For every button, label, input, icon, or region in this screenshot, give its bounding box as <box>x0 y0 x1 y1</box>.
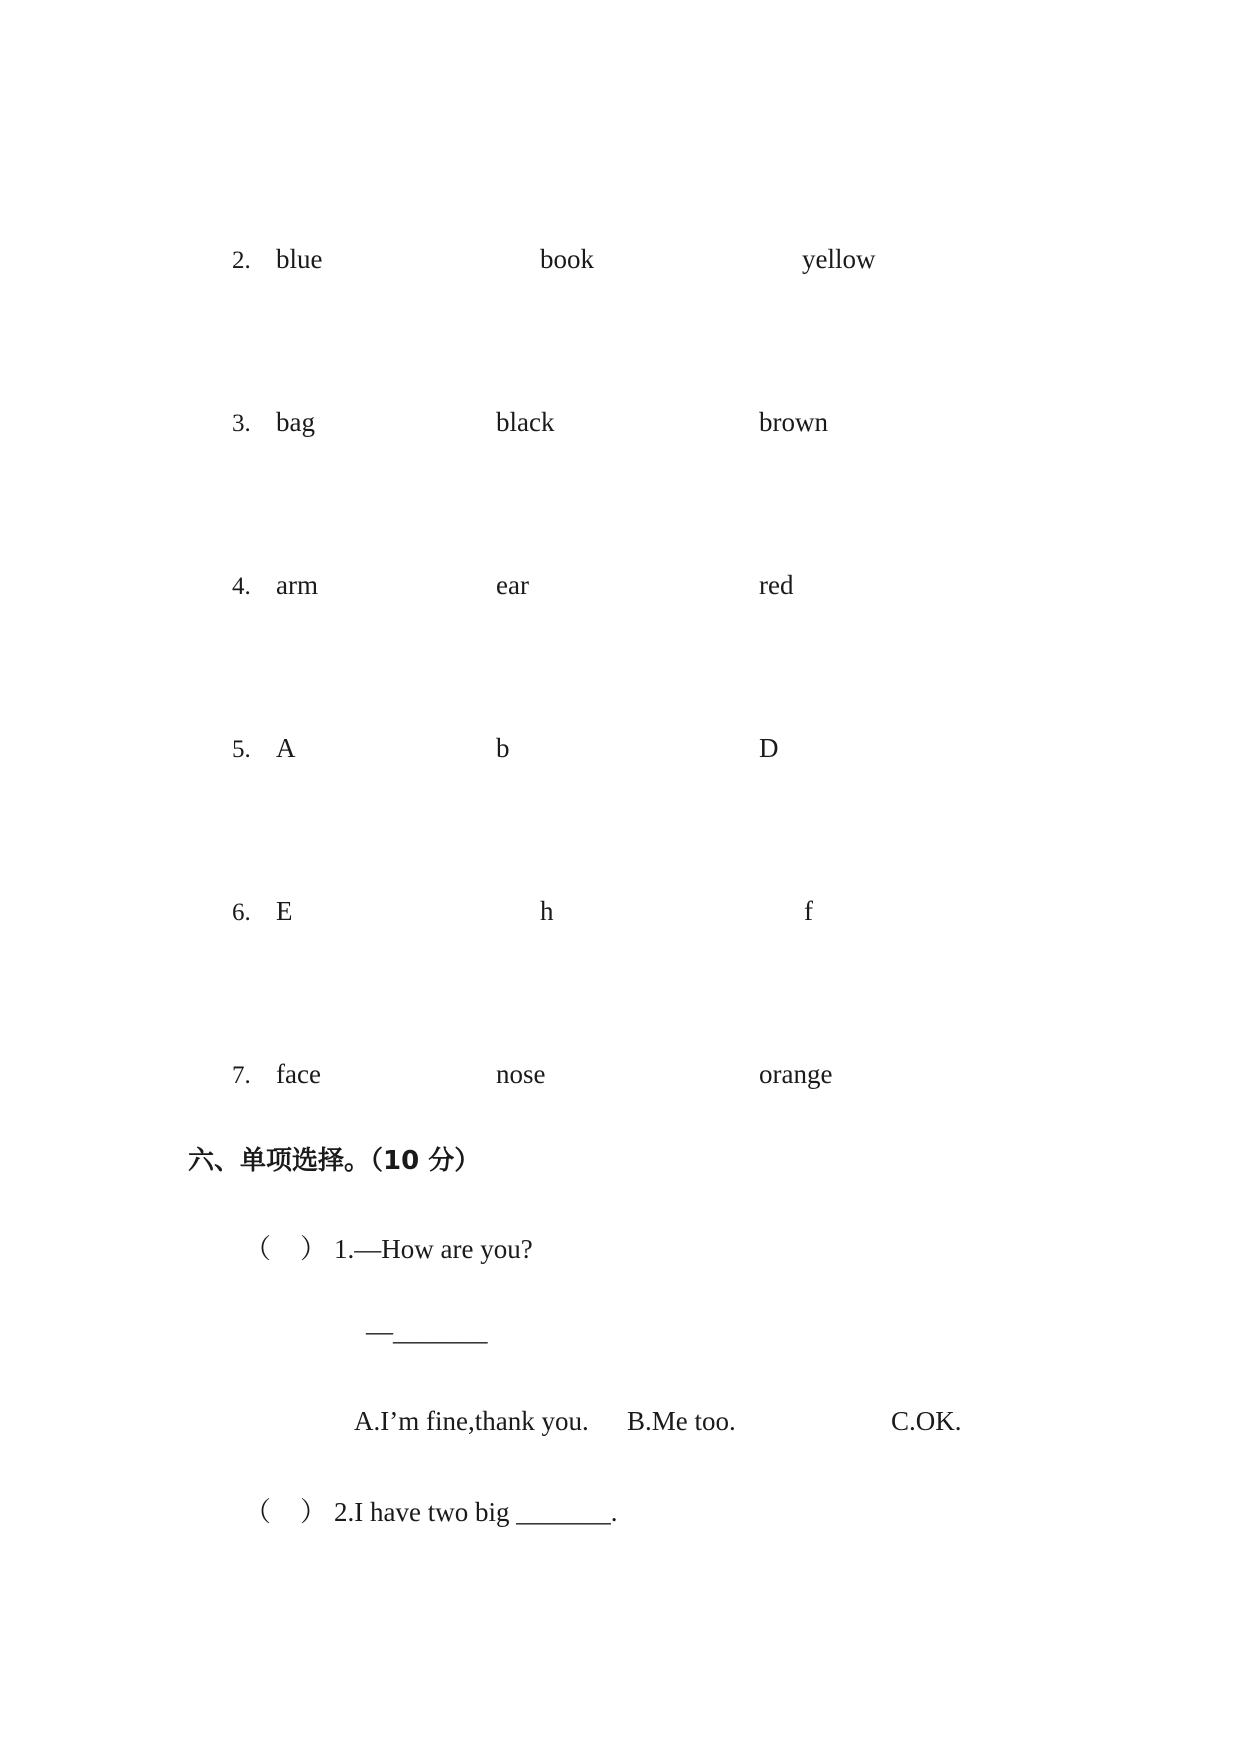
item-number: 5. <box>232 736 251 763</box>
question-text: 1.—How are you? <box>334 1234 533 1264</box>
option-b: B.Me too. <box>627 1406 736 1436</box>
answer-paren-close: ） <box>300 1234 327 1264</box>
word-option: h <box>540 896 554 926</box>
word-option: blue <box>276 244 323 274</box>
word-option: face <box>276 1059 321 1089</box>
word-option: arm <box>276 570 318 600</box>
answer-paren-close: ） <box>300 1497 327 1527</box>
word-option: red <box>759 570 794 600</box>
answer-paren-open: （ <box>244 1234 271 1264</box>
word-option: ear <box>496 570 529 600</box>
word-option: D <box>759 733 779 763</box>
word-option: yellow <box>802 244 876 274</box>
question-text: 2.I have two big _______. <box>334 1497 618 1527</box>
word-option: b <box>496 733 510 763</box>
section-title: 六、单项选择。（10 分） <box>188 1146 481 1176</box>
word-option: orange <box>759 1059 833 1089</box>
item-number: 4. <box>232 573 251 600</box>
item-number: 3. <box>232 410 251 437</box>
option-c: C.OK. <box>891 1406 962 1436</box>
option-a: A.I’m fine,thank you. <box>354 1406 589 1436</box>
word-option: book <box>540 244 594 274</box>
item-number: 2. <box>232 247 251 274</box>
answer-paren-open: （ <box>244 1497 271 1527</box>
word-option: nose <box>496 1059 546 1089</box>
word-option: brown <box>759 407 828 437</box>
word-option: bag <box>276 407 315 437</box>
word-option: E <box>276 896 293 926</box>
word-option: f <box>804 896 813 926</box>
word-option: A <box>276 733 296 763</box>
item-number: 7. <box>232 1062 251 1089</box>
item-number: 6. <box>232 899 251 926</box>
answer-blank: —_______ <box>366 1316 488 1346</box>
word-option: black <box>496 407 555 437</box>
